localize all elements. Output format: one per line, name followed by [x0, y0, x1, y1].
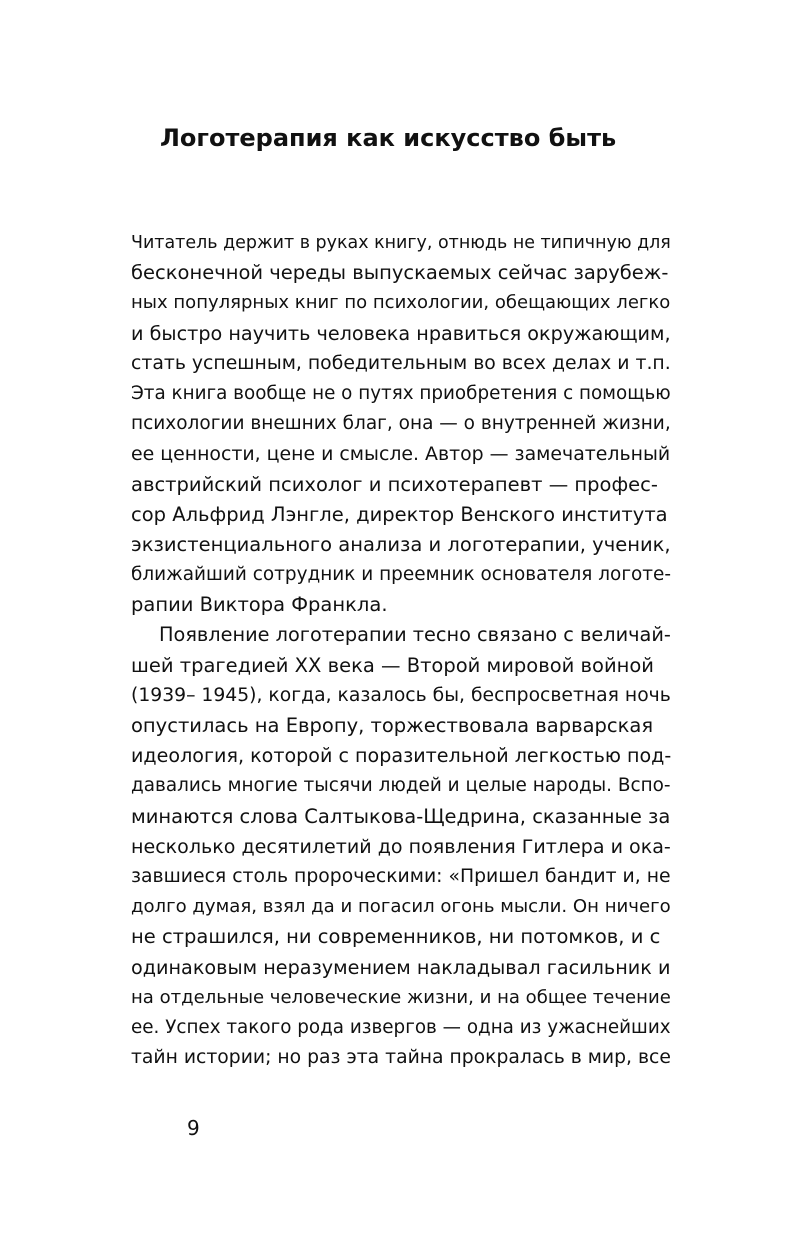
text-line: ее ценности, цене и смысле. Автор — замечательный	[131, 443, 671, 466]
text-line: австрийский психолог и психотерапевт — профес-	[131, 472, 658, 496]
text-line: идеология, которой с поразительной легкостью под-	[131, 744, 672, 768]
text-line: на отдельные человеческие жизни, и на общее течение	[131, 986, 671, 1008]
text-line: экзистенциального анализа и логотерапии, ученик,	[131, 532, 671, 556]
text-line: ближайший сотрудник и преемник основателя логоте-	[131, 564, 672, 586]
text-line: ных популярных книг по психологии, обещающих легко	[131, 292, 671, 314]
text-line: ее. Успех такого рода извергов — одна из ужаснейших	[131, 1016, 671, 1038]
text-line: минаются слова Салтыкова-Щедрина, сказанные за	[131, 804, 671, 828]
chapter-title: Логотерапия как искусство быть	[160, 124, 617, 152]
text-line: (1939– 1945), когда, казалось бы, беспросветная ночь	[131, 684, 671, 706]
text-line: одинаковым неразумением накладывал гасильник и	[131, 955, 671, 979]
text-line: давались многие тысячи людей и целые народы. Вспо-	[131, 775, 671, 797]
text-line: тайн истории; но раз эта тайна прокралась в мир, все	[131, 1047, 671, 1069]
text-line: Появление логотерапии тесно связано с величай-	[159, 623, 671, 647]
chapter-body-text	[131, 228, 671, 1073]
text-line: долго думая, взял да и погасил огонь мысли. Он ничего	[131, 896, 671, 918]
text-line: Эта книга вообще не о путях приобретения с помощью	[131, 382, 671, 404]
text-line: опустилась на Европу, торжествовала варварская	[131, 714, 654, 737]
text-line: стать успешным, победительным во всех делах и т.п.	[131, 352, 671, 374]
text-line: не страшился, ни современников, ни потомков, и с	[131, 925, 661, 949]
page-number: 9	[187, 1116, 200, 1140]
text-line: шей трагедией XX века — Второй мировой войной	[131, 653, 654, 677]
text-line: Читатель держит в руках книгу, отнюдь не типичную для	[131, 233, 671, 253]
text-line: психологии внешних благ, она — о внутренней жизни,	[131, 413, 671, 435]
text-line: рапии Виктора Франкла.	[131, 593, 388, 617]
text-line: несколько десятилетий до появления Гитлера и ока-	[131, 835, 671, 858]
text-line: завшиеся столь пророческими: «Пришел бандит и, не	[131, 865, 671, 887]
text-line: бесконечной череды выпускаемых сейчас зарубеж-	[131, 261, 669, 285]
text-line: и быстро научить человека нравиться окружающим,	[131, 321, 671, 345]
text-line: сор Альфрид Лэнгле, директор Венского института	[131, 502, 668, 526]
